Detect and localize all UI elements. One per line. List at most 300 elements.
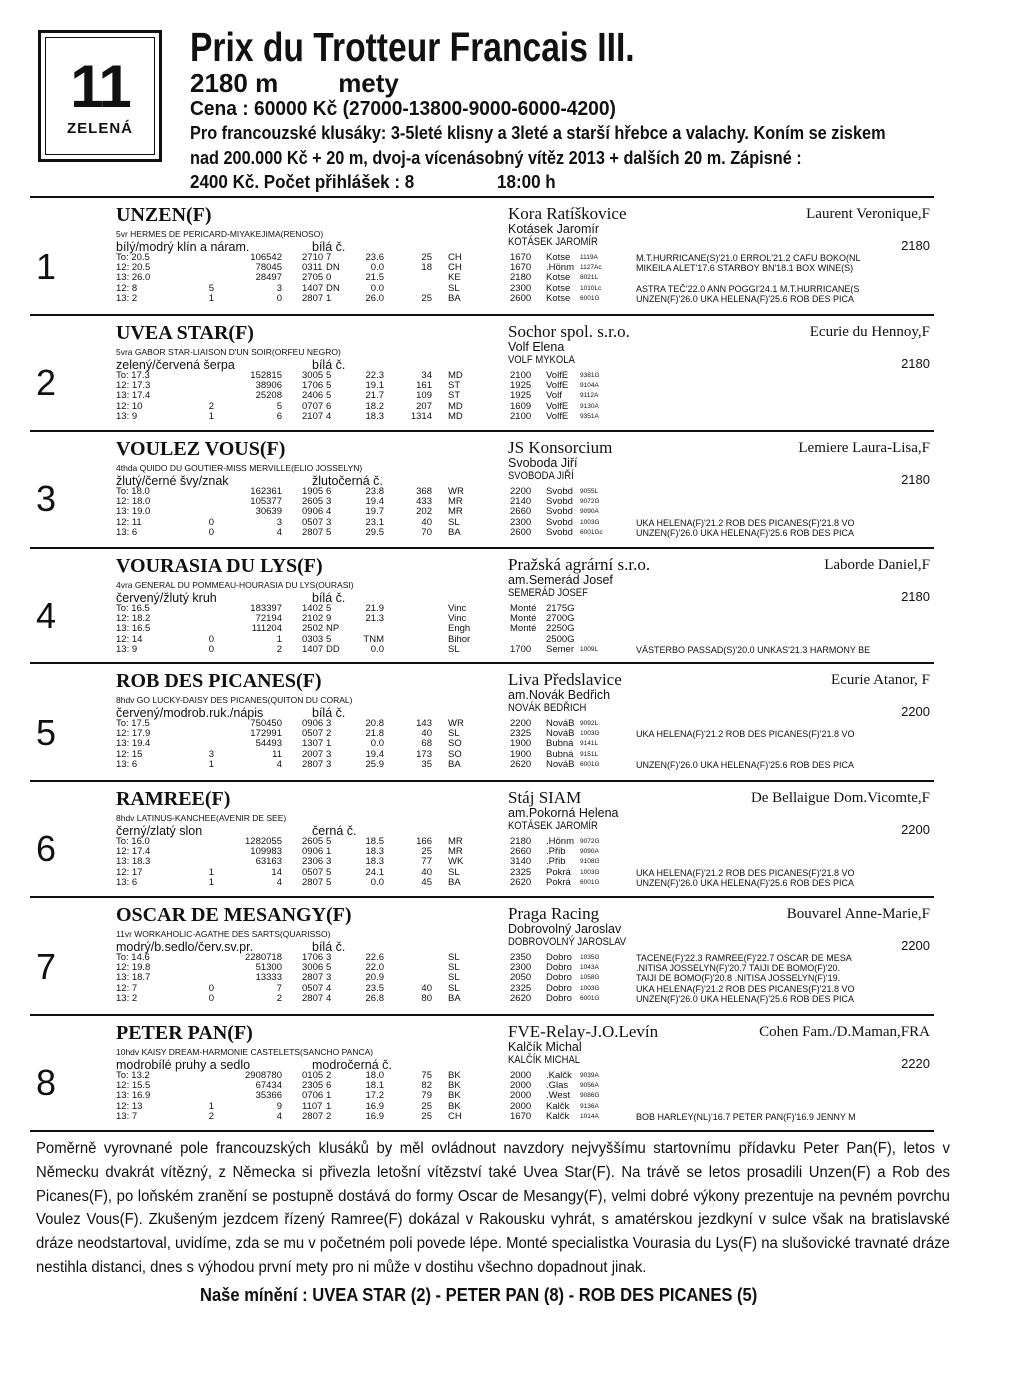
form-time: 17.2 <box>365 1090 384 1102</box>
form-odds: 161 <box>416 380 432 392</box>
form-cd: 9090A <box>580 848 599 856</box>
form-cd: 6001G <box>580 878 600 886</box>
form-cd: 6001Gc <box>580 528 603 536</box>
form-time: 23.6 <box>365 252 384 263</box>
form-dist: 2325 <box>510 982 532 994</box>
form-drv: Kotse <box>546 252 571 263</box>
runner-owner: Kora Ratíškovice <box>508 204 627 223</box>
runner-pedigree: 11vr WORKAHOLIC-AGATHE DES SARTS(QUARISSO) <box>116 929 331 939</box>
form-record: 12: 17.9 <box>116 728 151 740</box>
form-dist: 1700 <box>510 643 532 655</box>
form-earnings: 35366 <box>255 1090 282 1102</box>
form-code: 2306 <box>302 856 324 868</box>
form-track: Bihor <box>448 633 471 645</box>
form-place: 3 <box>326 516 332 528</box>
form-drv: Pokrá <box>546 876 571 888</box>
form-odds: 173 <box>416 748 432 760</box>
form-place: 1 <box>326 292 332 304</box>
runner-number: 7 <box>36 946 57 987</box>
runner-name: UNZEN(F) <box>116 204 212 226</box>
form-drv: Dobro <box>546 982 572 994</box>
form-code: 2102 <box>302 613 324 625</box>
form-drv: Dobro <box>546 992 572 1004</box>
form-place: 4 <box>326 992 332 1004</box>
form-code: 2710 <box>302 252 324 263</box>
form-starts: 1 <box>208 292 214 304</box>
form-time: 18.3 <box>365 410 384 422</box>
form-track: BK <box>448 1090 461 1102</box>
form-drv: Kotse <box>546 292 571 304</box>
form-odds: 25 <box>421 1110 432 1122</box>
form-drv: .West <box>546 1090 571 1102</box>
form-cd: 9055L <box>580 488 599 495</box>
form-comment: UKA HELENA(F)'21.2 ROB DES PICANES(F)'21.8 VO <box>636 983 855 994</box>
form-dist: Monté <box>510 623 537 635</box>
form-cd: 6001G <box>580 994 600 1002</box>
runner-divider <box>30 1130 934 1132</box>
form-dist: 2300 <box>510 516 532 528</box>
form-drv: NováB <box>546 718 575 729</box>
form-time: 0.0 <box>370 262 384 274</box>
form-odds: 35 <box>421 758 432 770</box>
form-time: 19.1 <box>365 380 384 392</box>
form-record: 12: 7 <box>116 982 138 994</box>
form-cd: 1003G <box>580 730 600 738</box>
form-dist: 2300 <box>510 282 532 294</box>
runner-number: 4 <box>36 595 57 636</box>
runner-start-distance: 2220 <box>901 1056 930 1071</box>
form-place: 0 <box>326 272 332 284</box>
runner-breeder: Ecurie du Hennoy,F <box>809 324 930 340</box>
form-time: 26.8 <box>365 992 384 1004</box>
form-code: 0507 <box>302 982 324 994</box>
form-starts: 1 <box>208 876 214 888</box>
form-cd: 1009L <box>580 645 599 653</box>
form-place: 7 <box>326 252 332 263</box>
form-dist: 2600 <box>510 292 532 304</box>
form-comment: UNZEN(F)'26.0 UKA HELENA(F)'25.6 ROB DES PICA <box>636 293 854 304</box>
form-code: 2705 <box>302 272 324 284</box>
runner-driver: KOTÁSEK JAROMÍR <box>508 820 598 832</box>
form-earnings: 172991 <box>250 728 282 740</box>
form-dist: 3140 <box>510 856 532 868</box>
runner-saddle-cloth: modročerná č. <box>312 1058 392 1072</box>
form-record: 13: 6 <box>116 758 138 770</box>
form-time: TNM <box>363 633 384 645</box>
form-dist: 2000 <box>510 1080 532 1092</box>
form-drv: Volf <box>546 390 562 402</box>
form-code: 2107 <box>302 410 324 422</box>
race-entry-fee: 2400 Kč. Počet přihlášek : 8 <box>190 171 415 192</box>
runner-owner: Praga Racing <box>508 904 600 923</box>
form-record: 13: 17.4 <box>116 390 151 402</box>
form-earnings: 106542 <box>250 252 282 263</box>
form-odds: 25 <box>421 846 432 858</box>
form-time: 23.1 <box>365 516 384 528</box>
form-record: 13: 19.4 <box>116 738 151 750</box>
form-dist: 1925 <box>510 390 532 402</box>
runner-colours: černý/zlatý slon <box>116 824 203 838</box>
form-record: 13: 7 <box>116 1110 138 1122</box>
runner-saddle-cloth: černá č. <box>312 824 357 838</box>
form-track: SL <box>448 516 460 528</box>
form-comment: TAIJI DE BOMO(F)'20.8 .NITISA JOSSELYN(F)'19. <box>636 973 841 984</box>
form-earnings: 152815 <box>250 370 282 381</box>
runner-start-distance: 2180 <box>901 472 930 487</box>
form-comment: UNZEN(F)'26.0 UKA HELENA(F)'25.6 ROB DES PICA <box>636 527 854 538</box>
form-record: To: 14.6 <box>116 952 150 963</box>
form-track: SL <box>448 972 460 984</box>
race-title: Prix du Trotteur Francais III. <box>190 24 635 70</box>
form-dist: 1670 <box>510 252 532 263</box>
form-place: 5 <box>326 603 332 614</box>
form-comment: UNZEN(F)'26.0 UKA HELENA(F)'25.6 ROB DES PICA <box>636 993 854 1004</box>
form-drv: Kalčk <box>546 1100 570 1112</box>
form-drv: Dobro <box>546 952 572 963</box>
form-odds: 40 <box>421 982 432 994</box>
form-code: 2007 <box>302 748 324 760</box>
form-time: 18.1 <box>365 1080 384 1092</box>
form-place: 5 <box>326 390 332 402</box>
form-comment: BOB HARLEY(NL)'16.7 PETER PAN(F)'16.9 JENNY M <box>636 1111 856 1122</box>
form-record: 12: 20.5 <box>116 262 151 274</box>
form-track: SO <box>448 738 462 750</box>
form-place: 5 <box>326 836 332 847</box>
runner-name: PETER PAN(F) <box>116 1022 253 1044</box>
form-odds: 40 <box>421 866 432 878</box>
runner-colours: modrobílé pruhy a sedlo <box>116 1058 251 1072</box>
form-drv: Bubná <box>546 748 574 760</box>
form-record: 13: 18.3 <box>116 856 151 868</box>
form-place: DN <box>326 262 340 274</box>
form-code: 0507 <box>302 728 324 740</box>
form-place: 4 <box>326 982 332 994</box>
runner-number: 6 <box>36 828 57 869</box>
form-cd: 9090A <box>580 508 599 516</box>
runner-owner: Liva Předslavice <box>508 670 622 689</box>
form-code: 1706 <box>302 380 324 392</box>
form-cd: 6001G <box>580 294 600 302</box>
form-earnings: 4 <box>276 876 282 888</box>
form-odds: 68 <box>421 738 432 750</box>
form-code: 1407 <box>302 282 324 294</box>
form-code: 1402 <box>302 603 324 614</box>
form-drv: NováB <box>546 758 575 770</box>
form-track: WK <box>448 856 464 868</box>
form-time: 22.0 <box>365 962 384 974</box>
form-earnings: 30639 <box>255 506 282 518</box>
form-dist: 1900 <box>510 738 532 750</box>
form-odds: 70 <box>421 526 432 538</box>
form-track: SL <box>448 866 460 878</box>
form-code: 0707 <box>302 400 324 412</box>
form-record: 13: 26.0 <box>116 272 151 284</box>
form-time: 23.5 <box>365 982 384 994</box>
form-drv: Dobro <box>546 972 572 984</box>
form-code: 1905 <box>302 486 324 497</box>
form-place: 1 <box>326 1100 332 1112</box>
form-code: 2605 <box>302 836 324 847</box>
form-earnings: 4 <box>276 526 282 538</box>
form-earnings: 78045 <box>255 262 282 274</box>
form-track: Vinc <box>448 613 467 625</box>
form-cd: 1127Ac <box>580 264 602 272</box>
runner-colours: zelený/červená šerpa <box>116 358 235 372</box>
form-dist: 2050 <box>510 972 532 984</box>
form-cd: 9381G <box>580 372 600 379</box>
runner-owner: Pražská agrární s.r.o. <box>508 555 651 574</box>
form-starts: 2 <box>208 1110 214 1122</box>
form-place: 1 <box>326 846 332 858</box>
form-place: 3 <box>326 748 332 760</box>
form-earnings: 1 <box>276 633 282 645</box>
runner-colours: bílý/modrý klín a náram. <box>116 240 250 254</box>
runner-saddle-cloth: bílá č. <box>312 358 346 372</box>
form-cd: 1043A <box>580 964 599 972</box>
runner-saddle-cloth: bílá č. <box>312 940 346 954</box>
form-drv: .Hönm <box>546 262 574 274</box>
form-time: 21.7 <box>365 390 384 402</box>
form-time: 18.2 <box>365 400 384 412</box>
form-track: ST <box>448 390 461 402</box>
form-record: 13: 9 <box>116 643 138 655</box>
form-dist: 2350 <box>510 952 532 963</box>
form-comment: TACENE(F)'22.3 RAMREE(F)'22.7 OSCAR DE MESA <box>636 953 852 963</box>
form-track: SL <box>448 962 460 974</box>
form-earnings: 4 <box>276 1110 282 1122</box>
runner-driver: KOTÁSEK JAROMÍR <box>508 236 598 248</box>
form-comment: ASTRA TEČ'22.0 ANN POGGI'24.1 M.T.HURRICANE(S <box>636 283 860 294</box>
runner-block <box>30 549 934 664</box>
form-cd: 9136A <box>580 1102 599 1110</box>
form-place: 5 <box>326 633 332 645</box>
form-odds: 18 <box>421 262 432 274</box>
form-drv: VolfE <box>546 370 569 381</box>
form-dist: Monté <box>510 603 537 614</box>
form-dist: 2100 <box>510 410 532 422</box>
race-entry-line <box>190 171 556 193</box>
form-starts: 0 <box>208 633 214 645</box>
form-code: 2807 <box>302 876 324 888</box>
form-earnings: 111204 <box>251 623 282 635</box>
form-time: 16.9 <box>365 1110 384 1122</box>
runner-trainer: Volf Elena <box>508 340 565 354</box>
form-track: MR <box>448 836 463 847</box>
form-cd: 9141L <box>580 740 599 748</box>
form-earnings: 28497 <box>255 272 282 284</box>
runner-driver: KALČÍK MICHAL <box>508 1054 581 1066</box>
form-time: 0.0 <box>370 643 384 655</box>
form-time: 26.0 <box>365 292 384 304</box>
form-cd: 9112A <box>580 392 599 400</box>
form-earnings: 7 <box>276 982 282 994</box>
form-record: 13: 2 <box>116 992 138 1004</box>
runner-block <box>30 432 934 549</box>
form-time: 21.3 <box>365 613 384 625</box>
form-odds: 77 <box>421 856 432 868</box>
form-time: 25.9 <box>365 758 384 770</box>
form-place: 3 <box>326 496 332 508</box>
race-distance-line <box>190 68 399 99</box>
runner-pedigree: 8hdv LATINUS-KANCHEE(AVENIR DE SEE) <box>116 813 287 823</box>
form-time: 20.9 <box>365 972 384 984</box>
form-drv: Kotse <box>546 272 571 284</box>
form-track: BK <box>448 1100 461 1112</box>
form-dist: 2620 <box>510 992 532 1004</box>
runner-block <box>30 316 934 432</box>
runner-saddle-cloth: bílá č. <box>312 240 346 254</box>
form-drv: .Přib <box>546 856 566 868</box>
form-odds: 433 <box>416 496 432 508</box>
runner-start-distance: 2200 <box>901 938 930 953</box>
form-odds: 368 <box>416 486 432 497</box>
form-place: 2 <box>326 1110 332 1122</box>
form-earnings: 1282055 <box>245 836 282 847</box>
form-drv: Kalčk <box>546 1110 570 1122</box>
form-dist: 2000 <box>510 1100 532 1112</box>
form-time: 18.3 <box>365 856 384 868</box>
runner-start-distance: 2180 <box>901 356 930 371</box>
runner-breeder: Lemiere Laura-Lisa,F <box>798 440 930 456</box>
form-code: 0906 <box>302 718 324 729</box>
runner-saddle-cloth: bílá č. <box>312 706 346 720</box>
form-cd: 9092L <box>580 720 599 727</box>
form-record: 13: 9 <box>116 410 138 422</box>
runner-driver: SVOBODA JIŘÍ <box>508 470 574 482</box>
form-dist: 2180 <box>510 836 532 847</box>
runner-block <box>30 1016 934 1132</box>
form-dist: 2660 <box>510 846 532 858</box>
form-earnings: 2 <box>276 992 282 1004</box>
form-dist: 2325 <box>510 866 532 878</box>
form-earnings: 9 <box>276 1100 282 1112</box>
form-dist: 2180 <box>510 272 532 284</box>
runner-trainer: Kotásek Jaromír <box>508 222 600 236</box>
runner-driver: DOBROVOLNÝ JAROSLAV <box>508 936 627 948</box>
form-dist: 2300 <box>510 962 532 974</box>
form-drv: .Hönm <box>546 836 574 847</box>
form-drv: Semer <box>546 643 574 655</box>
form-record: 12: 15.5 <box>116 1080 151 1092</box>
form-earnings: 63163 <box>255 856 282 868</box>
runner-pedigree: 8hdv GO LUCKY-DAISY DES PICANES(QUITON DU CORAL) <box>116 695 353 705</box>
runner-number: 5 <box>36 712 57 753</box>
form-drv: .Glas <box>546 1080 569 1092</box>
form-earnings: 2 <box>276 643 282 655</box>
form-earnings: 67434 <box>255 1080 282 1092</box>
form-code: 1706 <box>302 952 324 963</box>
form-dist: 2100 <box>510 370 532 381</box>
form-record: To: 13.2 <box>116 1070 150 1081</box>
runner-name: VOULEZ VOUS(F) <box>116 438 286 460</box>
form-drv: NováB <box>546 728 575 740</box>
runner-number: 3 <box>36 478 57 519</box>
form-code: 3005 <box>302 370 324 381</box>
form-record: To: 18.0 <box>116 486 150 497</box>
form-track: SL <box>448 952 460 963</box>
form-starts: 0 <box>208 992 214 1004</box>
runner-driver: VOLF MYKOLA <box>508 354 575 366</box>
form-record: 12: 14 <box>116 633 143 645</box>
form-track: CH <box>448 252 462 263</box>
form-track: MD <box>448 400 463 412</box>
form-odds: 143 <box>416 718 432 729</box>
form-code: 0105 <box>302 1070 324 1081</box>
form-code: 0507 <box>302 866 324 878</box>
form-code: 0507 <box>302 516 324 528</box>
form-earnings: 162361 <box>250 486 282 497</box>
form-record: To: 17.3 <box>116 370 150 381</box>
form-record: To: 17.5 <box>116 718 150 729</box>
form-starts: 3 <box>208 748 214 760</box>
form-track: BK <box>448 1070 461 1081</box>
form-place: 6 <box>326 400 332 412</box>
form-place: 5 <box>326 380 332 392</box>
form-record: 12: 18.2 <box>116 613 151 625</box>
form-time: 18.3 <box>365 846 384 858</box>
runner-block <box>30 664 934 782</box>
form-odds: 40 <box>421 728 432 740</box>
form-record: To: 16.0 <box>116 836 150 847</box>
form-time: 0.0 <box>370 282 384 294</box>
form-earnings: 750450 <box>250 718 282 729</box>
form-record: 13: 16.9 <box>116 1090 151 1102</box>
form-track: Engh <box>448 623 471 635</box>
form-starts: 5 <box>208 282 214 294</box>
form-place: DN <box>326 282 340 294</box>
runner-owner: JS Konsorcium <box>508 438 613 457</box>
race-number-box <box>38 30 162 162</box>
form-odds: 82 <box>421 1080 432 1092</box>
form-odds: 166 <box>416 836 432 847</box>
form-place: 1 <box>326 738 332 750</box>
form-dist: 2600 <box>510 526 532 538</box>
runner-number: 2 <box>36 362 57 403</box>
runner-trainer: Dobrovolný Jaroslav <box>508 922 622 936</box>
runner-colours: červený/žlutý kruh <box>116 591 217 605</box>
race-conditions-2: nad 200.000 Kč + 20 m, dvoj-a vícenásobný vítěz 2013 + dalších 20 m. Zápisné : <box>190 147 802 168</box>
form-code: 2807 <box>302 758 324 770</box>
form-time: 16.9 <box>365 1100 384 1112</box>
race-number: 11 <box>70 53 130 120</box>
form-cd: 9108G <box>580 858 600 866</box>
form-dist: 2660 <box>510 506 532 518</box>
form-drv: 2175G <box>546 603 575 614</box>
race-distance: 2180 m <box>190 68 279 98</box>
form-starts: 1 <box>208 758 214 770</box>
form-cd: 9056A <box>580 1082 599 1090</box>
form-cd: 6001G <box>580 760 600 768</box>
form-starts: 0 <box>208 982 214 994</box>
runner-colours: modrý/b.sedlo/červ.sv.pr. <box>116 940 254 954</box>
form-track: BK <box>448 1080 461 1092</box>
form-odds: 207 <box>416 400 432 412</box>
form-dist: 1609 <box>510 400 532 412</box>
form-place: 4 <box>326 410 332 422</box>
form-starts: 0 <box>208 643 214 655</box>
form-dist: 2000 <box>510 1090 532 1102</box>
form-odds: 75 <box>421 1070 432 1081</box>
form-earnings: 6 <box>276 410 282 422</box>
form-drv: Svobd <box>546 496 573 508</box>
form-place: 5 <box>326 962 332 974</box>
form-place: 5 <box>326 876 332 888</box>
form-track: WR <box>448 486 464 497</box>
runner-start-distance: 2200 <box>901 704 930 719</box>
form-cd: 1003G <box>580 518 600 526</box>
form-drv: VolfE <box>546 380 569 392</box>
form-drv: Svobd <box>546 516 573 528</box>
